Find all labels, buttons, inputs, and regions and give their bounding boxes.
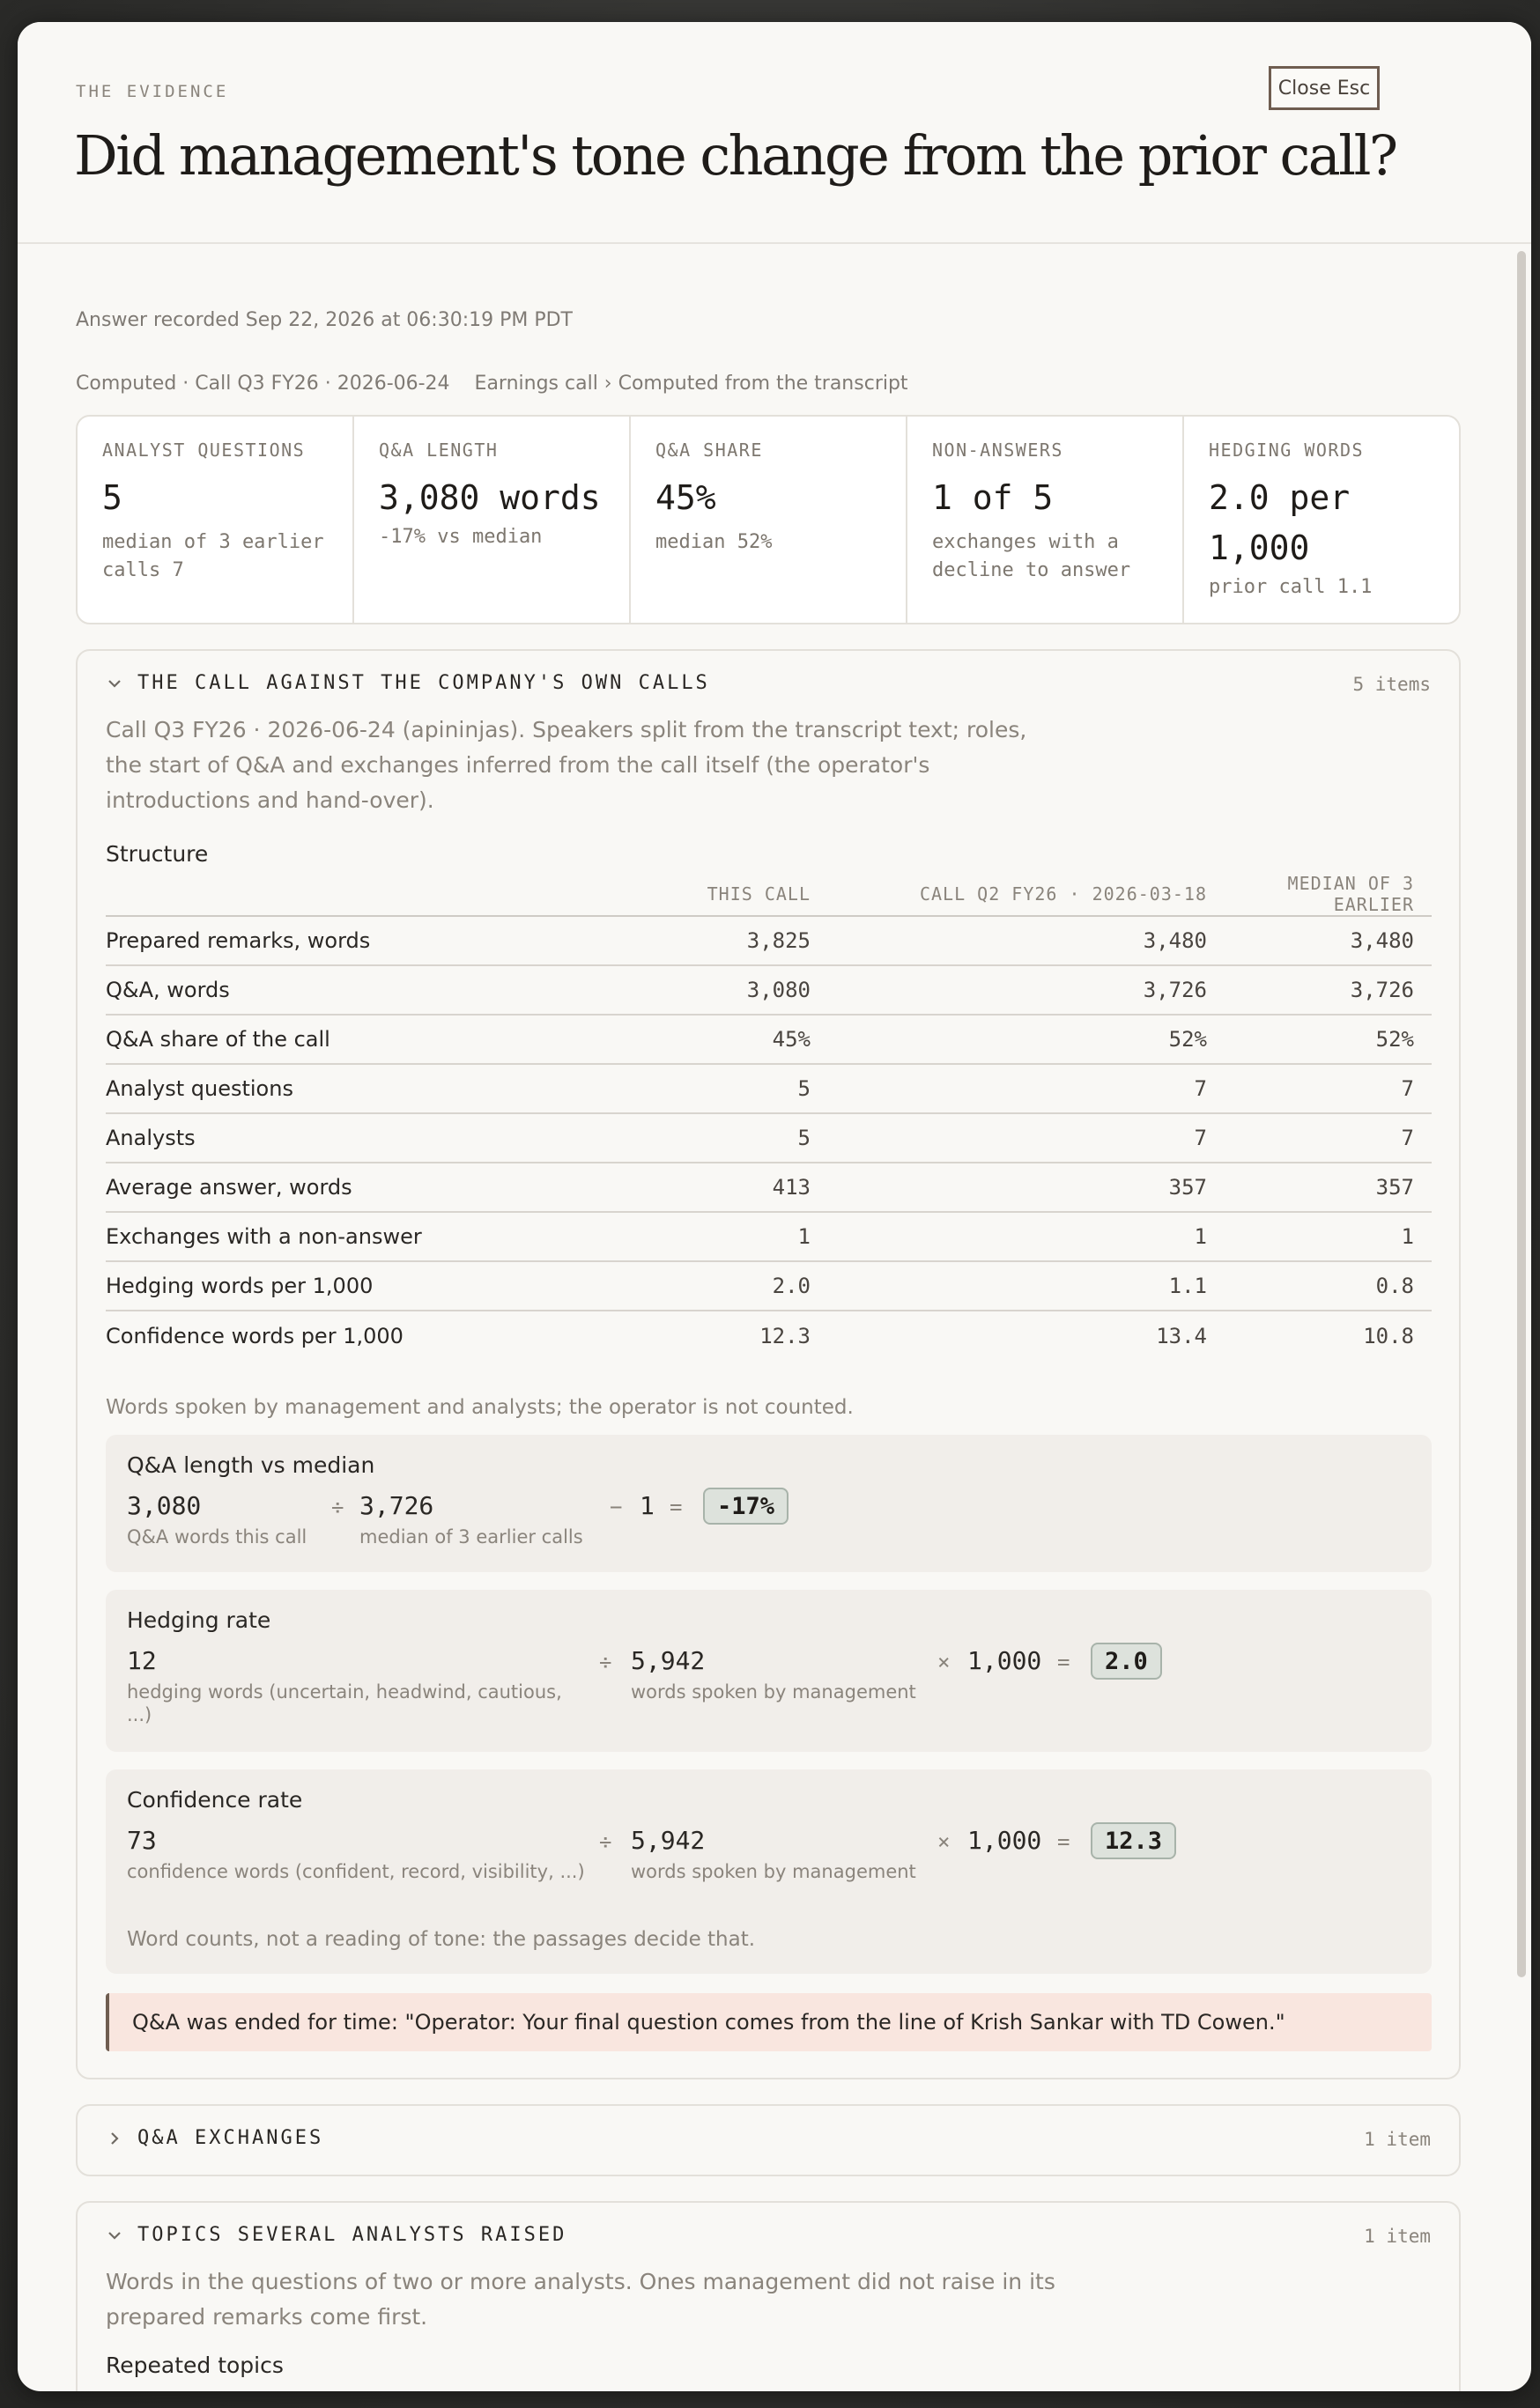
stat-label: ANALYST QUESTIONS	[102, 439, 306, 461]
calc-constant: 1,000	[967, 1826, 1042, 1855]
table-row	[106, 1212, 1432, 1261]
table-row	[106, 1064, 1432, 1113]
stat-value: 5	[102, 478, 122, 517]
cell-this: 5	[599, 1113, 828, 1163]
calc-value: 3,080	[127, 1491, 202, 1520]
cell-median: 357	[1225, 1163, 1432, 1212]
calc-value: 5,942	[631, 1646, 706, 1675]
cell-median: 7	[1225, 1113, 1432, 1163]
modal-header	[18, 22, 1531, 244]
stat-sub: median of 3 earlier calls 7	[102, 531, 324, 581]
calc-label: median of 3 earlier calls	[359, 1526, 583, 1547]
calc-note: Word counts, not a reading of tone: the passages decide that.	[127, 1928, 756, 1951]
stat-analyst-questions	[78, 417, 354, 623]
table-row	[106, 1113, 1432, 1163]
cell-this: 3,080	[599, 965, 828, 1015]
row-label: Analysts	[106, 1113, 599, 1163]
cell-prior: 7	[828, 1064, 1225, 1113]
cell-median: 0.8	[1225, 1261, 1432, 1311]
chevron-down-icon	[106, 2227, 123, 2244]
structure-heading: Structure	[106, 841, 209, 867]
section-toggle[interactable]	[106, 2127, 323, 2149]
cell-median: 3,480	[1225, 916, 1432, 965]
cell-this: 5	[599, 1064, 828, 1113]
calc-label: words spoken by management	[631, 1861, 916, 1882]
stat-value: 45%	[655, 478, 716, 517]
section-description: Call Q3 FY26 · 2026-06-24 (apininjas). Speakers split from the transcript text; roles, the start of Q&A and exchanges inferred from the call itself (the operator's introductions and hand-over).	[106, 717, 1027, 813]
cell-this: 3,825	[599, 916, 828, 965]
close-button[interactable]: Close Esc	[1269, 66, 1380, 110]
stat-sub: exchanges with a decline to answer	[932, 531, 1131, 581]
stat-label: Q&A SHARE	[655, 439, 763, 461]
equals-operator: =	[1057, 1650, 1070, 1674]
column-header: MEDIAN OF 3 EARLIER	[1225, 873, 1432, 916]
stat-qa-share	[631, 417, 907, 623]
stat-qa-length	[354, 417, 631, 623]
cell-median: 3,726	[1225, 965, 1432, 1015]
cell-median: 52%	[1225, 1015, 1432, 1064]
equals-operator: =	[1057, 1829, 1070, 1854]
divide-operator: ÷	[331, 1495, 344, 1519]
column-header: CALL Q2 FY26 · 2026-03-18	[828, 873, 1225, 916]
calc-term-a	[127, 1826, 585, 1883]
row-label: Hedging words per 1,000	[106, 1261, 599, 1311]
cell-prior: 357	[828, 1163, 1225, 1212]
table-note: Words spoken by management and analysts; the operator is not counted.	[106, 1396, 854, 1419]
row-label: Q&A, words	[106, 965, 599, 1015]
calc-label: Q&A words this call	[127, 1526, 307, 1547]
section-title: TOPICS SEVERAL ANALYSTS RAISED	[137, 2224, 567, 2246]
cell-this: 413	[599, 1163, 828, 1212]
calc-label: words spoken by management	[631, 1681, 916, 1703]
calc-term-b	[631, 1646, 951, 1703]
table-row	[106, 1311, 1432, 1360]
calc-value: 3,726	[359, 1491, 434, 1520]
computed-meta	[76, 373, 908, 395]
calc-title: Hedging rate	[127, 1607, 271, 1633]
section-topics	[76, 2201, 1461, 2391]
minus-operator: −	[610, 1495, 623, 1519]
stat-value: 1 of 5	[932, 478, 1054, 517]
cell-prior: 13.4	[1156, 1323, 1207, 1348]
calc-label: hedging words (uncertain, headwind, cautious, ...)	[127, 1681, 562, 1725]
calc-value: 73	[127, 1826, 157, 1855]
recorded-timestamp: Answer recorded Sep 22, 2026 at 06:30:19 PM PDT	[76, 309, 573, 331]
cell-this: 2.0	[599, 1261, 828, 1311]
cell-prior: 3,726	[828, 965, 1225, 1015]
computed-label: Computed · Call Q3 FY26 · 2026-06-24	[76, 373, 450, 395]
divide-operator: ÷	[599, 1650, 612, 1674]
comparison-table	[106, 873, 1432, 1360]
page-title: Did management's tone change from the prior call?	[74, 123, 1396, 188]
stat-hedging-words	[1184, 417, 1459, 623]
divide-operator: ÷	[599, 1829, 612, 1854]
stat-label: NON-ANSWERS	[932, 439, 1063, 461]
cell-median: 1	[1225, 1212, 1432, 1261]
section-description: Words in the questions of two or more analysts. Ones management did not raise in its prepared remarks come first.	[106, 2269, 1055, 2330]
stat-non-answers	[907, 417, 1184, 623]
cell-this: 45%	[599, 1015, 828, 1064]
table-row	[106, 1163, 1432, 1212]
section-toggle[interactable]	[106, 2224, 566, 2246]
evidence-modal	[18, 22, 1531, 2391]
section-count: 5 items	[1352, 674, 1431, 695]
stat-value: 2.0 per 1,000	[1209, 478, 1351, 567]
calc-term-a	[127, 1646, 585, 1726]
cell-prior: 3,480	[828, 916, 1225, 965]
calc-value: 12	[127, 1646, 157, 1675]
row-label: Prepared remarks, words	[106, 916, 599, 965]
calc-term-b	[359, 1491, 615, 1548]
cell-median: 7	[1225, 1064, 1432, 1113]
section-qa-exchanges[interactable]	[76, 2104, 1461, 2176]
row-label: Analyst questions	[106, 1064, 599, 1113]
stat-sub: -17% vs median	[379, 526, 543, 548]
row-label: Exchanges with a non-answer	[106, 1212, 599, 1261]
calc-title: Confidence rate	[127, 1787, 303, 1813]
cell-this: 12.3	[759, 1323, 811, 1348]
multiply-operator: ×	[937, 1829, 951, 1854]
section-count: 1 item	[1364, 2129, 1431, 2150]
section-count: 1 item	[1364, 2226, 1431, 2247]
stat-value: 3,080 words	[379, 478, 601, 517]
stats-strip	[76, 415, 1461, 624]
row-label: Confidence words per 1,000	[106, 1323, 404, 1348]
cell-prior: 52%	[828, 1015, 1225, 1064]
calc-value: 5,942	[631, 1826, 706, 1855]
calc-hedging-rate	[106, 1590, 1432, 1752]
breadcrumb[interactable]: Earnings call › Computed from the transcript	[474, 373, 908, 395]
cell-median: 10.8	[1363, 1323, 1414, 1348]
section-toggle[interactable]	[106, 672, 710, 694]
calc-qa-length	[106, 1435, 1432, 1572]
calc-constant: 1	[640, 1491, 655, 1520]
row-label: Q&A share of the call	[106, 1015, 599, 1064]
calc-result-badge: 12.3	[1091, 1822, 1176, 1859]
cell-prior: 1.1	[828, 1261, 1225, 1311]
stat-sub: prior call 1.1	[1209, 576, 1373, 598]
calc-constant: 1,000	[967, 1646, 1042, 1675]
stat-label: HEDGING WORDS	[1209, 439, 1365, 461]
cell-prior: 1	[828, 1212, 1225, 1261]
row-label: Average answer, words	[106, 1163, 599, 1212]
table-row	[106, 916, 1432, 965]
calc-result-badge: -17%	[703, 1488, 789, 1525]
table-header-row	[106, 873, 1432, 916]
equals-operator: =	[670, 1495, 683, 1519]
qa-ended-callout: Q&A was ended for time: "Operator: Your final question comes from the line of Krish Sankar with TD Cowen."	[106, 1993, 1432, 2051]
cell-prior: 7	[828, 1113, 1225, 1163]
table-row	[106, 1261, 1432, 1311]
repeated-topics-heading: Repeated topics	[106, 2353, 284, 2378]
section-title: THE CALL AGAINST THE COMPANY'S OWN CALLS	[137, 672, 710, 694]
calc-term-b	[631, 1826, 951, 1883]
column-header: THIS CALL	[599, 873, 828, 916]
cell-this: 1	[599, 1212, 828, 1261]
table-row	[106, 965, 1432, 1015]
calc-term-a	[127, 1491, 329, 1548]
section-title: Q&A EXCHANGES	[137, 2127, 324, 2149]
calc-confidence-rate	[106, 1769, 1432, 1974]
calc-label: confidence words (confident, record, visibility, ...)	[127, 1861, 585, 1882]
chevron-down-icon	[106, 675, 123, 692]
chevron-right-icon	[106, 2130, 123, 2147]
calc-result-badge: 2.0	[1091, 1643, 1162, 1680]
section-company-calls	[76, 649, 1461, 2079]
table-row	[106, 1015, 1432, 1064]
multiply-operator: ×	[937, 1650, 951, 1674]
scrollbar[interactable]	[1517, 251, 1526, 1977]
calc-title: Q&A length vs median	[127, 1452, 375, 1478]
stat-label: Q&A LENGTH	[379, 439, 499, 461]
eyebrow: THE EVIDENCE	[76, 82, 229, 101]
stat-sub: median 52%	[655, 531, 773, 553]
